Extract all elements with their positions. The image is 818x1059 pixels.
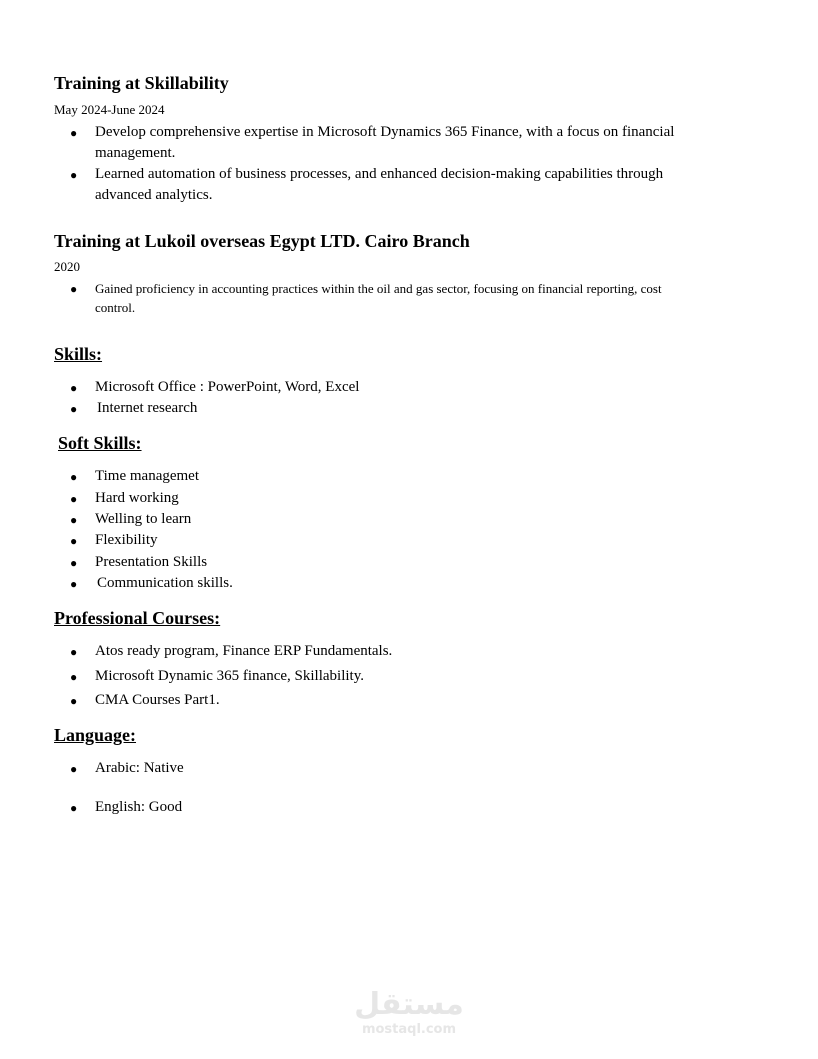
bullet-icon: ● bbox=[70, 282, 78, 296]
list-item: Internet research bbox=[97, 400, 198, 416]
list-item: CMA Courses Part1. bbox=[95, 692, 220, 708]
bullet-icon: ● bbox=[70, 381, 78, 395]
list-item: Time managemet bbox=[95, 468, 200, 484]
list-item: Communication skills. bbox=[97, 575, 233, 591]
bullet-icon: ● bbox=[70, 694, 78, 708]
list-item-continuation: control. bbox=[95, 300, 136, 315]
bullet-icon: ● bbox=[70, 556, 78, 570]
training-lukoil-date: 2020 bbox=[54, 259, 80, 274]
bullet-icon: ● bbox=[70, 577, 78, 591]
list-item-continuation: advanced analytics. bbox=[95, 187, 213, 203]
bullet-icon: ● bbox=[70, 126, 78, 140]
watermark-logo-latin: mostaql.com bbox=[361, 1022, 457, 1037]
section-title-training-lukoil: Training at Lukoil overseas Egypt LTD. Cairo Branch bbox=[54, 231, 470, 251]
list-item: Presentation Skills bbox=[95, 554, 208, 570]
list-item: Atos ready program, Finance ERP Fundamentals. bbox=[95, 643, 393, 659]
bullet-icon: ● bbox=[70, 402, 78, 416]
list-item: Learned automation of business processes, and enhanced decision-making capabilities through bbox=[95, 166, 664, 182]
section-title-training-skillability: Training at Skillability bbox=[54, 73, 229, 93]
bullet-icon: ● bbox=[70, 492, 78, 506]
bullet-icon: ● bbox=[70, 470, 78, 484]
bullet-icon: ● bbox=[70, 762, 78, 776]
list-item: Welling to learn bbox=[95, 511, 192, 527]
list-item: Gained proficiency in accounting practices within the oil and gas sector, focusing on financial reporting, cost bbox=[95, 281, 662, 296]
training-skillability-date: May 2024-June 2024 bbox=[54, 102, 165, 117]
mostaql-watermark bbox=[0, 988, 818, 1038]
section-title-language: Language: bbox=[54, 725, 137, 745]
bullet-icon: ● bbox=[70, 645, 78, 659]
list-item: Arabic: Native bbox=[95, 760, 184, 776]
list-item-continuation: management. bbox=[95, 145, 176, 161]
list-item: Hard working bbox=[95, 490, 179, 506]
list-item: English: Good bbox=[95, 799, 183, 815]
list-item: Flexibility bbox=[95, 532, 158, 548]
bullet-icon: ● bbox=[70, 168, 78, 182]
list-item: Develop comprehensive expertise in Microsoft Dynamics 365 Finance, with a focus on financial bbox=[95, 124, 675, 140]
bullet-icon: ● bbox=[70, 670, 78, 684]
bullet-icon: ● bbox=[70, 513, 78, 527]
watermark-logo-arabic: مستقل bbox=[354, 987, 464, 1022]
list-item: Microsoft Office : PowerPoint, Word, Excel bbox=[95, 379, 360, 395]
section-title-skills: Skills: bbox=[54, 344, 103, 364]
section-title-soft-skills: Soft Skills: bbox=[58, 433, 142, 453]
bullet-icon: ● bbox=[70, 534, 78, 548]
list-item: Microsoft Dynamic 365 finance, Skillability. bbox=[95, 668, 364, 684]
section-title-professional-courses: Professional Courses: bbox=[54, 608, 221, 628]
bullet-icon: ● bbox=[70, 801, 78, 815]
